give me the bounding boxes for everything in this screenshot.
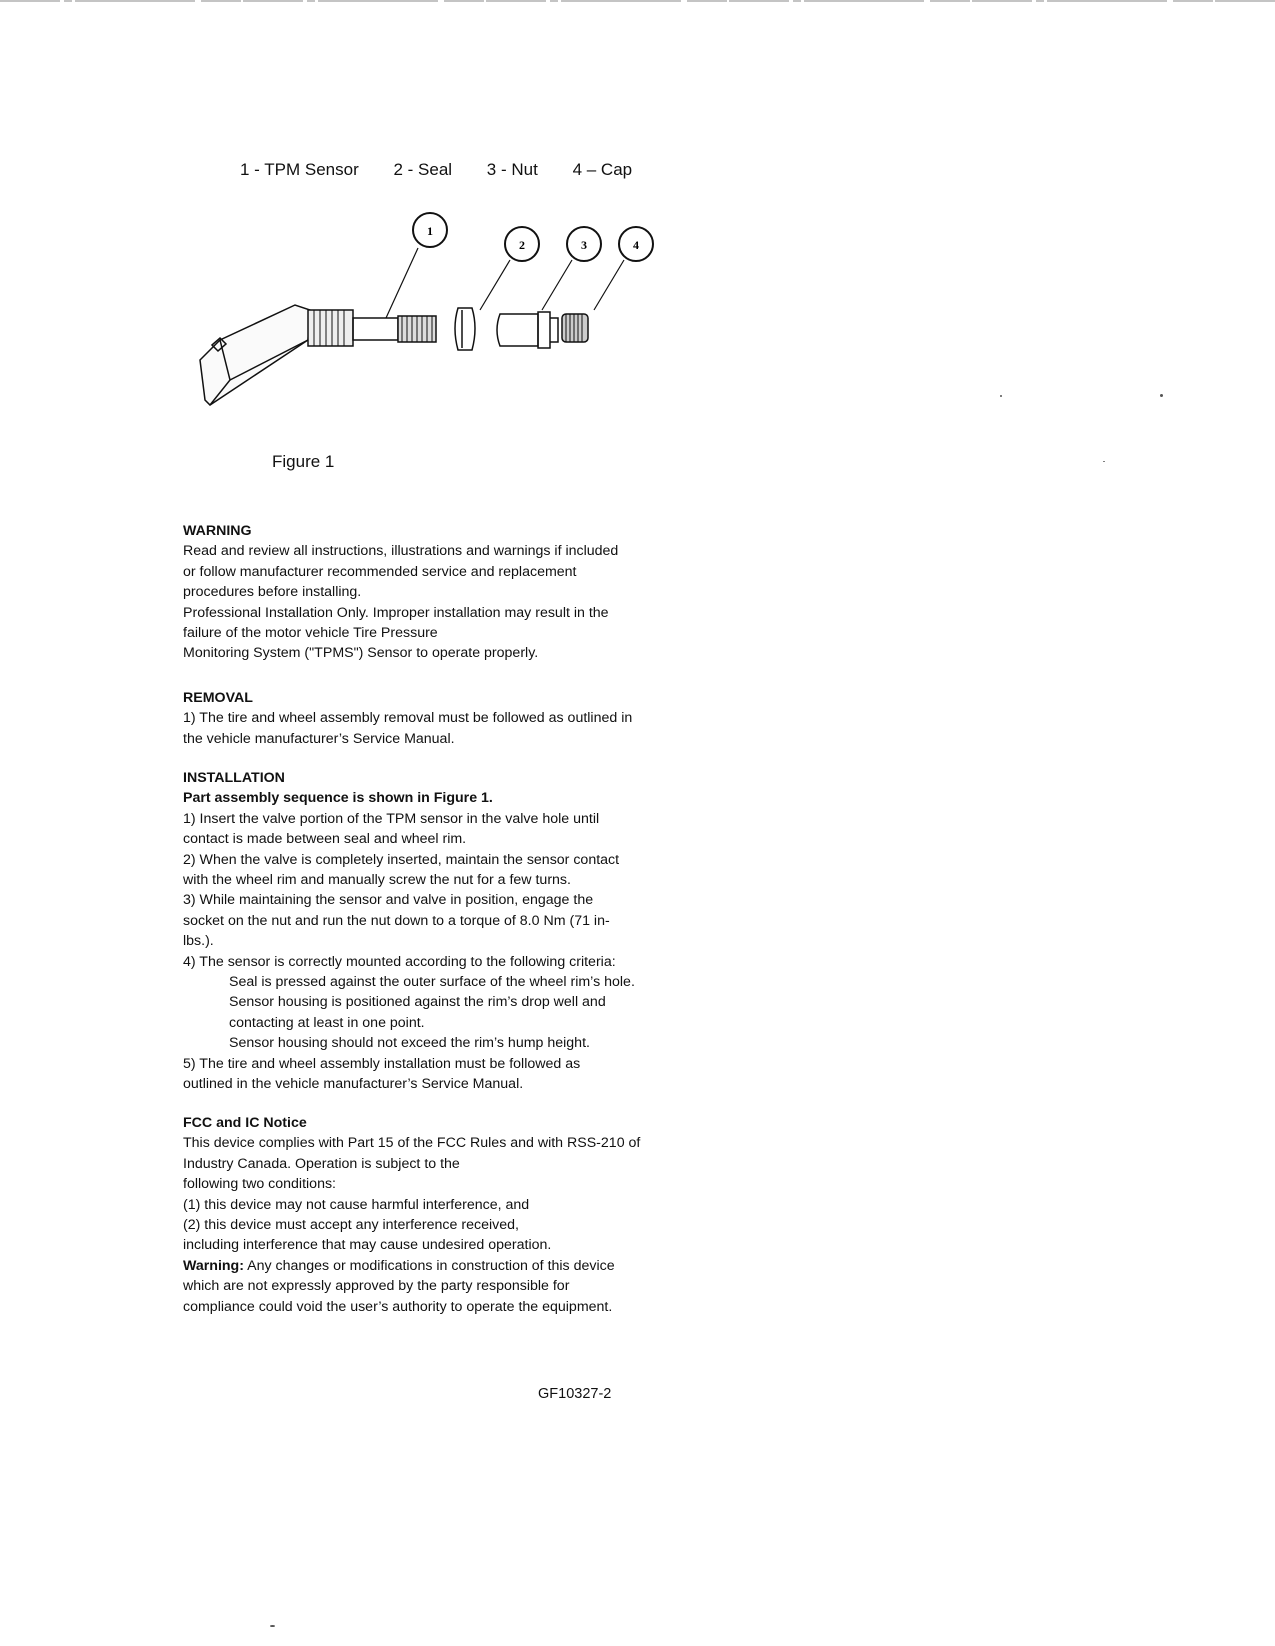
warning-heading: WARNING xyxy=(183,523,252,539)
installation-line: 4) The sensor is correctly mounted according to the following criteria: xyxy=(183,953,616,970)
fcc-warning-line xyxy=(183,1256,683,1276)
installation-criterion: Seal is pressed against the outer surface of the wheel rim’s hole. xyxy=(229,974,635,991)
callout-2 xyxy=(505,227,539,261)
fcc-line: (1) this device may not cause harmful interference, and xyxy=(183,1196,530,1213)
fcc-line: This device complies with Part 15 of the FCC Rules and with RSS-210 of xyxy=(183,1135,641,1152)
installation-line: outlined in the vehicle manufacturer’s Service Manual. xyxy=(183,1076,524,1093)
parts-legend xyxy=(240,160,662,180)
installation-criterion: Sensor housing should not exceed the rim’s hump height. xyxy=(229,1035,590,1052)
installation-line: with the wheel rim and manually screw the nut for a few turns. xyxy=(183,872,571,889)
legend-item-nut: 3 - Nut xyxy=(486,160,538,179)
installation-criterion: Sensor housing is positioned against the rim’s drop well and xyxy=(229,994,606,1011)
scan-speck xyxy=(1160,394,1163,397)
installation-subheading: Part assembly sequence is shown in Figure 1. xyxy=(183,790,493,807)
fcc-notice-section xyxy=(183,1113,683,1317)
scan-speck xyxy=(1000,395,1002,397)
fcc-heading: FCC and IC Notice xyxy=(183,1115,307,1131)
callout-4 xyxy=(619,227,653,261)
parts-assembly-figure xyxy=(190,210,690,420)
callout-1-label: 1 xyxy=(427,224,433,238)
callout-2-label: 2 xyxy=(519,238,525,252)
installation-line: lbs.). xyxy=(183,933,214,950)
installation-line: 2) When the valve is completely inserted, maintain the sensor contact xyxy=(183,851,620,868)
scan-speck xyxy=(270,1625,275,1627)
document-code: GF10327-2 xyxy=(538,1386,612,1402)
installation-line: 5) The tire and wheel assembly installation must be followed as xyxy=(183,1055,581,1072)
installation-criterion: contacting at least in one point. xyxy=(229,1014,425,1031)
installation-line: contact is made between seal and wheel rim. xyxy=(183,831,467,848)
callout-3 xyxy=(567,227,601,261)
cap-drawing xyxy=(562,314,588,342)
warning-line: procedures before installing. xyxy=(183,584,362,601)
fcc-line: (2) this device must accept any interference received, xyxy=(183,1217,519,1234)
warning-section xyxy=(183,521,683,664)
fcc-line: including interference that may cause undesired operation. xyxy=(183,1237,552,1254)
removal-section xyxy=(183,688,683,749)
fcc-line: which are not expressly approved by the party responsible for xyxy=(183,1278,570,1295)
fcc-line: compliance could void the user’s authority to operate the equipment. xyxy=(183,1298,613,1315)
scan-edge-line xyxy=(0,0,1275,4)
legend-item-tpm-sensor: 1 - TPM Sensor xyxy=(240,160,359,179)
warning-line: Monitoring System ("TPMS") Sensor to operate properly. xyxy=(183,645,539,662)
installation-line: 3) While maintaining the sensor and valve in position, engage the xyxy=(183,892,594,909)
seal-drawing xyxy=(455,308,475,350)
warning-line: Professional Installation Only. Improper installation may result in the xyxy=(183,604,609,621)
legend-item-cap: 4 – Cap xyxy=(572,160,633,179)
fcc-line: Industry Canada. Operation is subject to the xyxy=(183,1155,460,1172)
removal-line: 1) The tire and wheel assembly removal must be followed as outlined in xyxy=(183,710,633,727)
warning-line: or follow manufacturer recommended service and replacement xyxy=(183,563,577,580)
installation-line: 1) Insert the valve portion of the TPM sensor in the valve hole until xyxy=(183,810,600,827)
installation-line: socket on the nut and run the nut down to a torque of 8.0 Nm (71 in- xyxy=(183,912,610,929)
callout-4-label: 4 xyxy=(633,238,639,252)
removal-line: the vehicle manufacturer’s Service Manual. xyxy=(183,730,455,747)
installation-section xyxy=(183,768,683,1095)
installation-heading: INSTALLATION xyxy=(183,770,285,786)
fcc-line: following two conditions: xyxy=(183,1176,336,1193)
removal-heading: REMOVAL xyxy=(183,690,253,706)
scan-speck xyxy=(1103,461,1105,462)
tpm-sensor-drawing xyxy=(200,305,436,405)
nut-drawing xyxy=(497,312,558,348)
fcc-warning-label: Warning: xyxy=(183,1257,244,1274)
warning-line: Read and review all instructions, illustrations and warnings if included xyxy=(183,543,619,560)
callout-3-label: 3 xyxy=(581,238,587,252)
legend-item-seal: 2 - Seal xyxy=(393,160,453,179)
callout-1 xyxy=(413,213,447,247)
fcc-warning-text: Any changes or modifications in construction of this device xyxy=(243,1257,615,1274)
figure-caption: Figure 1 xyxy=(272,452,335,471)
warning-line: failure of the motor vehicle Tire Pressure xyxy=(183,625,438,642)
